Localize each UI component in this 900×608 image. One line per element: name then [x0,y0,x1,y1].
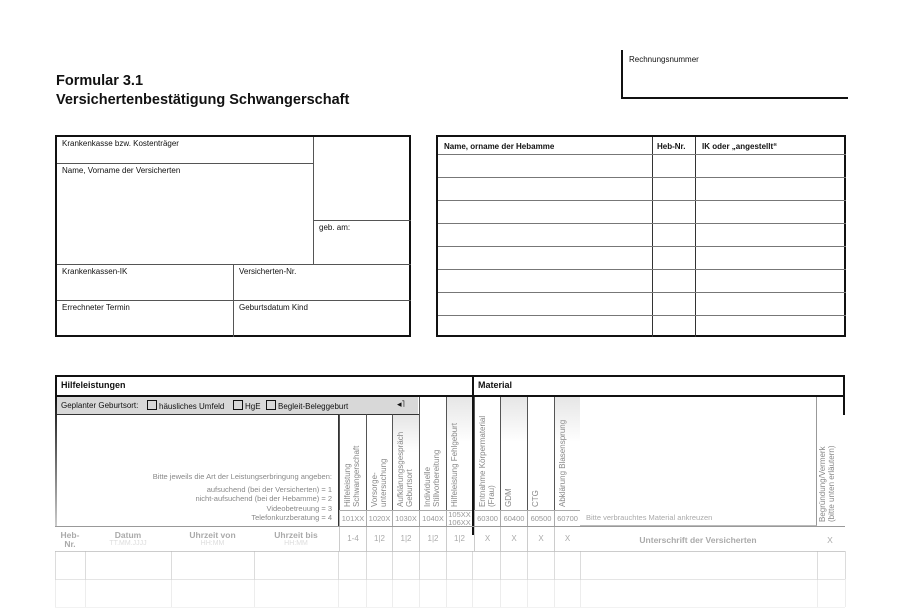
log-column-divider [817,551,818,579]
midwife-row[interactable] [438,270,846,292]
remark-header-line2: (bitte unten erläutern) [827,445,836,522]
material-4-header [558,417,567,507]
service-5-value[interactable]: 1|2 [446,527,472,551]
midwife-row[interactable] [438,178,846,200]
service-1-value[interactable]: 1-4 [339,527,366,551]
log-column-divider [472,579,473,607]
material-hint-area [580,397,817,526]
insurer-field[interactable] [57,137,313,163]
instruction-text: Bitte jeweils die Art der Leistungserbringung angeben: [152,472,332,481]
log-column-divider [554,579,555,607]
log-column-divider [338,579,339,607]
service-3-header-line2: Geburtsort [405,469,414,507]
service-2-code: 1020X [366,510,392,526]
insured-number-field[interactable] [234,265,411,300]
log-column-divider [500,551,501,579]
log-column-divider [366,551,367,579]
log-column-divider [392,551,393,579]
service-1-header-line2: Schwangerschaft [352,445,361,507]
form-title: Versichertenbestätigung Schwangerschaft [56,92,350,108]
log-column-divider [527,579,528,607]
remark-header-line1: Begründung/Vermerk [818,446,827,522]
signature-header: Unterschrift der Versicherten [639,535,757,545]
material-2-value[interactable]: X [500,527,527,551]
log-column-divider [527,551,528,579]
insurer-ik-field[interactable] [57,265,233,300]
midwife-row[interactable] [438,155,846,177]
time-from-header: Uhrzeit von HH:MM [189,530,236,547]
due-date-label: Errechneter Termin [62,303,130,312]
log-column-divider [55,579,56,607]
log-column-divider [554,551,555,579]
birthdate-label: geb. am: [319,223,351,232]
midwife-row[interactable] [438,247,846,269]
log-column-divider [55,551,56,579]
log-column-divider [580,579,581,607]
service-5-code: 105XX 106XX [446,510,472,526]
date-header: Datum TT.MM.JJJJ [109,530,147,547]
service-3-code: 1030X [392,510,419,526]
log-column-divider [845,551,846,579]
service-3-header-line1: Aufklärungsgespräch [396,431,405,507]
log-column-divider [446,579,447,607]
log-column-divider [472,551,473,579]
material-3-code: 60500 [527,510,554,526]
insured-box [55,135,411,337]
midwife-name-header: Name, orname der Hebamme [444,142,555,151]
log-row[interactable] [55,579,845,608]
material-1-code: 60300 [474,510,500,526]
material-2-header [504,417,513,507]
material-1-value[interactable]: X [474,527,500,551]
remark-value: X [827,535,833,545]
service-4-header-line2: Stillvorbereitung [432,449,441,507]
birthplace-option-hge[interactable] [230,400,261,411]
midwife-ik-header: IK oder „angestellt“ [702,142,778,151]
option-hge-label: HgE [245,402,261,411]
midwife-number-header: Heb-Nr. [657,142,686,151]
log-column-divider [419,551,420,579]
material-3-header [531,417,540,507]
midwife-table [436,135,846,337]
log-column-divider [85,579,86,607]
instruction-area [57,414,339,527]
midwife-row[interactable] [438,293,846,315]
log-column-divider [446,551,447,579]
material-4-code: 60700 [554,510,580,526]
log-column-divider [580,551,581,579]
service-4-code: 1040X [419,510,446,526]
child-birthdate-field[interactable] [234,301,411,337]
service-2-header [370,417,388,507]
left-arrow-return-icon: ◂˥ [397,399,405,409]
material-1-header [478,417,496,507]
service-4-value[interactable]: 1|2 [419,527,446,551]
log-row[interactable] [55,551,845,580]
insured-name-field[interactable] [57,164,313,264]
code-2: nicht-aufsuchend (bei der Hebamme) = 2 [195,494,332,503]
midwife-row[interactable] [438,316,846,338]
code-1: aufsuchend (bei der Versicherten) = 1 [206,484,332,494]
heb-nr-header: Heb- Nr. [60,530,80,549]
material-4-value[interactable]: X [554,527,580,551]
service-1-header-line1: Hilfeleistung [343,463,352,507]
service-4-header-line1: Individuelle [423,466,432,507]
service-2-header-line1: Vorsorge- [370,472,379,507]
service-5-header [450,417,459,507]
invoice-number-field[interactable] [621,50,848,99]
birthdate-field[interactable] [314,221,411,264]
remark-header [818,414,836,522]
material-1-header-line2: (Frau) [487,485,496,507]
material-2-header-line1: GDM [504,488,513,507]
checkbox-beleg[interactable] [266,400,276,410]
log-column-divider [171,551,172,579]
service-5-header-line1: Hilfeleistung Fehlgeburt [450,422,459,507]
due-date-field[interactable] [57,301,233,337]
option-home-label: häusliches Umfeld [159,402,225,411]
material-title: Material [478,380,513,390]
log-column-divider [392,579,393,607]
checkbox-home[interactable] [147,400,157,410]
service-2-value[interactable]: 1|2 [366,527,392,551]
service-1-code: 101XX [339,510,366,526]
service-3-header [396,417,414,507]
log-header-row [55,526,845,552]
log-column-divider [366,579,367,607]
birthplace-row [57,397,418,415]
services-title: Hilfeleistungen [61,380,126,390]
insurer-ik-label: Krankenkassen-IK [62,267,128,276]
material-2-code: 60400 [500,510,527,526]
log-column-divider [338,551,339,579]
log-column-divider [254,579,255,607]
code-3: Videobetreuung = 3 [266,503,332,513]
midwife-row[interactable] [438,201,846,223]
insured-number-label: Versicherten-Nr. [239,267,297,276]
log-column-divider [845,579,846,607]
service-1-header [343,417,361,507]
invoice-number-label: Rechnungsnummer [629,55,699,64]
material-4-header-line1: Abklärung Blasensprung [558,419,567,507]
log-column-divider [171,579,172,607]
material-1-header-line1: Entnahme Körpermaterial [478,415,487,507]
birthplace-option-home[interactable] [144,400,224,411]
log-column-divider [817,579,818,607]
log-column-divider [85,551,86,579]
insurer-label: Krankenkasse bzw. Kostenträger [62,139,179,148]
midwife-row[interactable] [438,224,846,246]
birthplace-label: Geplanter Geburtsort: [61,401,139,410]
child-birthdate-label: Geburtsdatum Kind [239,303,308,312]
services-material-table [55,375,845,397]
birthplace-option-beleg[interactable] [263,400,348,411]
insured-name-label: Name, Vorname der Versicherten [62,166,181,175]
checkbox-hge[interactable] [233,400,243,410]
service-2-header-line2: untersuchung [379,458,388,507]
log-column-divider [500,579,501,607]
material-3-value[interactable]: X [527,527,554,551]
log-column-divider [254,551,255,579]
material-3-header-line1: CTG [531,490,540,507]
code-4: Telefonkurzberatung = 4 [251,513,332,522]
material-hint: Bitte verbrauchtes Material ankreuzen [586,513,713,522]
form-number: Formular 3.1 [56,73,144,89]
log-column-divider [419,579,420,607]
service-3-value[interactable]: 1|2 [392,527,419,551]
service-4-header [423,417,441,507]
time-to-header: Uhrzeit bis HH:MM [274,530,318,547]
option-beleg-label: Begleit-Beleggeburt [278,402,349,411]
